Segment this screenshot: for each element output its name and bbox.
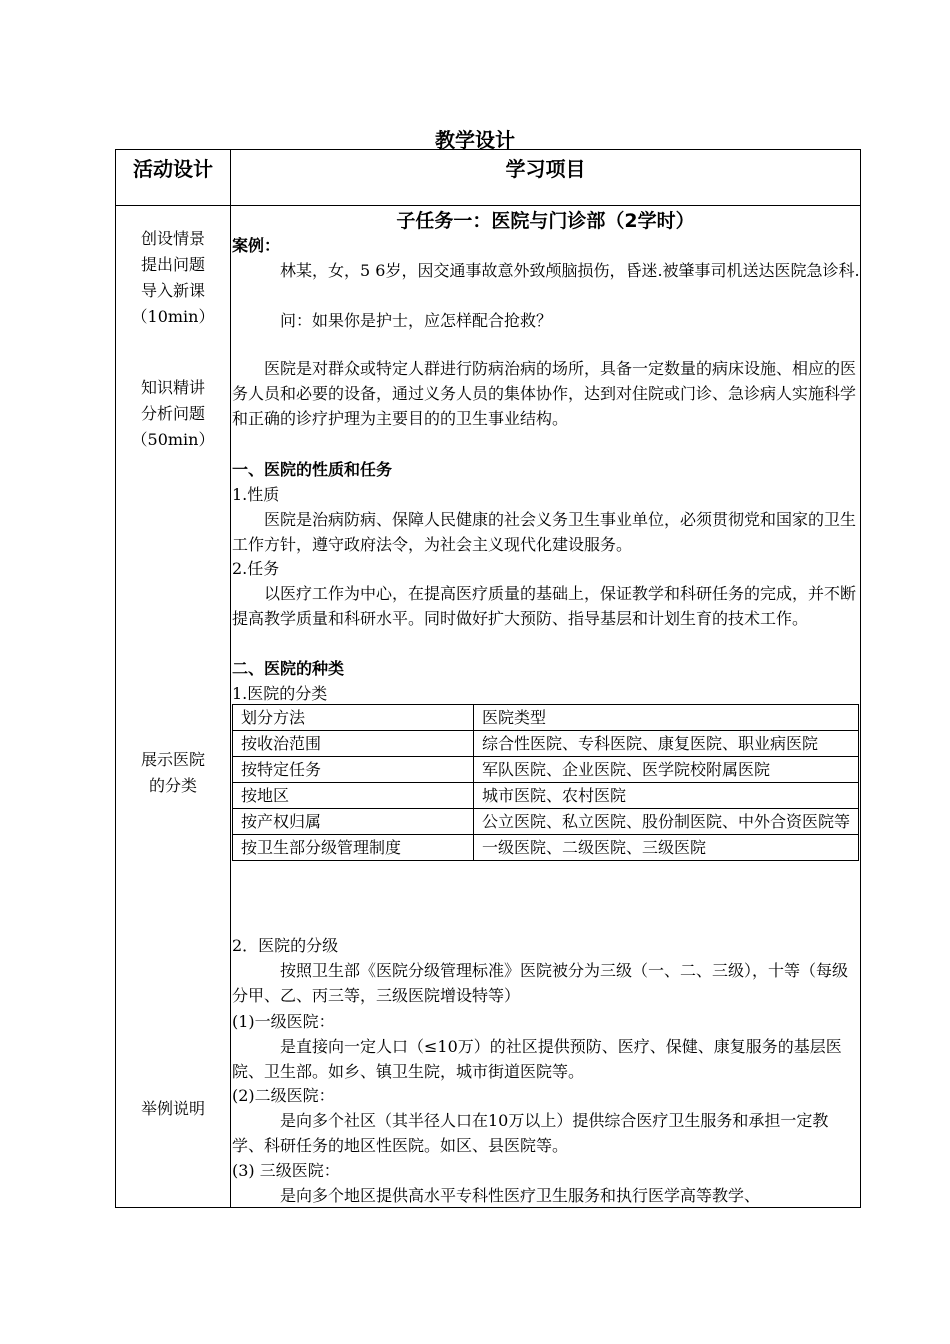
table-cell: 城市医院、农村医院: [474, 783, 859, 809]
header-activity-design: 活动设计: [133, 157, 213, 181]
left-label-intro: 创设情景 提出问题 导入新课 （10min）: [131, 229, 215, 326]
header-learning-project: 学习项目: [505, 157, 586, 181]
table-row: [233, 757, 859, 783]
left-label-example: 举例说明: [140, 1099, 205, 1118]
level-2-label: (2)二级医院：: [232, 1086, 335, 1105]
level-1-text: 是直接向一定人口（≤10万）的社区提供预防、医疗、保健、康复服务的基层医院、卫生部。如乡、镇卫生院，城市街道医院等。: [232, 1037, 842, 1081]
table-cell: 综合性医院、专科医院、康复医院、职业病医院: [474, 731, 859, 757]
table-cell: 按卫生部分级管理制度: [233, 835, 474, 861]
table-cell: 按特定任务: [233, 757, 474, 783]
left-label-classification: 展示医院 的分类: [140, 750, 205, 795]
section-1-title: 一、医院的性质和任务: [232, 460, 393, 479]
table-cell: 按地区: [233, 783, 474, 809]
table-cell: 公立医院、私立医院、股份制医院、中外合资医院等: [474, 809, 859, 835]
section-1-2-heading: 2.任务: [232, 559, 280, 578]
level-3-label: (3) 三级医院：: [232, 1161, 340, 1180]
table-cell: 军队医院、企业医院、医学院校附属医院: [474, 757, 859, 783]
level-3-text: 是向多个地区提供高水平专科性医疗卫生服务和执行医学高等教学、: [280, 1186, 761, 1205]
table-header-cell: 划分方法: [233, 705, 474, 731]
section-1-1-heading: 1.性质: [232, 485, 280, 504]
table-row: [233, 783, 859, 809]
level-2-text: 是向多个社区（其半径人口在10万以上）提供综合医疗卫生服务和承担一定教学、科研任务的地区性医院。如区、县医院等。: [232, 1111, 829, 1155]
left-label-knowledge: 知识精讲 分析问题 （50min）: [131, 378, 215, 449]
subtask-title: 子任务一：医院与门诊部（2学时）: [396, 210, 695, 232]
case-label: 案例：: [232, 236, 281, 255]
level-1-label: (1)一级医院：: [232, 1012, 335, 1031]
page-title: 教学设计: [435, 128, 515, 152]
intro-paragraph: 医院是对群众或特定人群进行防病治病的场所，具备一定数量的病床设施、相应的医务人员和必要的设备，通过义务人员的集体协作，达到对住院或门诊、急诊病人实施科学和正确的诊疗护理为主要目的的卫生事业结构。: [232, 359, 857, 428]
section-2-2-text: 按照卫生部《医院分级管理标准》医院被分为三级（一、二、三级），十等（每级分甲、乙、丙三等，三级医院增设特等）: [232, 961, 849, 1005]
section-2-1-heading: 1.医院的分类: [232, 684, 328, 703]
table-header-row: [233, 705, 859, 731]
classification-table: [232, 704, 859, 861]
table-cell: 按收治范围: [233, 731, 474, 757]
section-2-2-heading: 2．医院的分级: [232, 936, 339, 955]
table-cell: 一级医院、二级医院、三级医院: [474, 835, 859, 861]
table-cell: 按产权归属: [233, 809, 474, 835]
case-question: 问：如果你是护士，应怎样配合抢救？: [280, 311, 553, 330]
section-1-2-text: 以医疗工作为中心，在提高医疗质量的基础上，保证教学和科研任务的完成，并不断提高教学质量和科研水平。同时做好扩大预防、指导基层和计划生育的技术工作。: [232, 584, 857, 628]
table-row: [233, 731, 859, 757]
column-divider: [230, 149, 231, 1208]
table-row: [233, 809, 859, 835]
case-text: 林某，女，5 6岁，因交通事故意外致颅脑损伤，昏迷.被肇事司机送达医院急诊科.: [280, 261, 860, 280]
table-row: [233, 835, 859, 861]
section-1-1-text: 医院是治病防病、保障人民健康的社会义务卫生事业单位，必须贯彻党和国家的卫生工作方针，遵守政府法令，为社会主义现代化建设服务。: [232, 510, 857, 554]
table-header-cell: 医院类型: [474, 705, 859, 731]
section-2-title: 二、医院的种类: [232, 659, 345, 678]
